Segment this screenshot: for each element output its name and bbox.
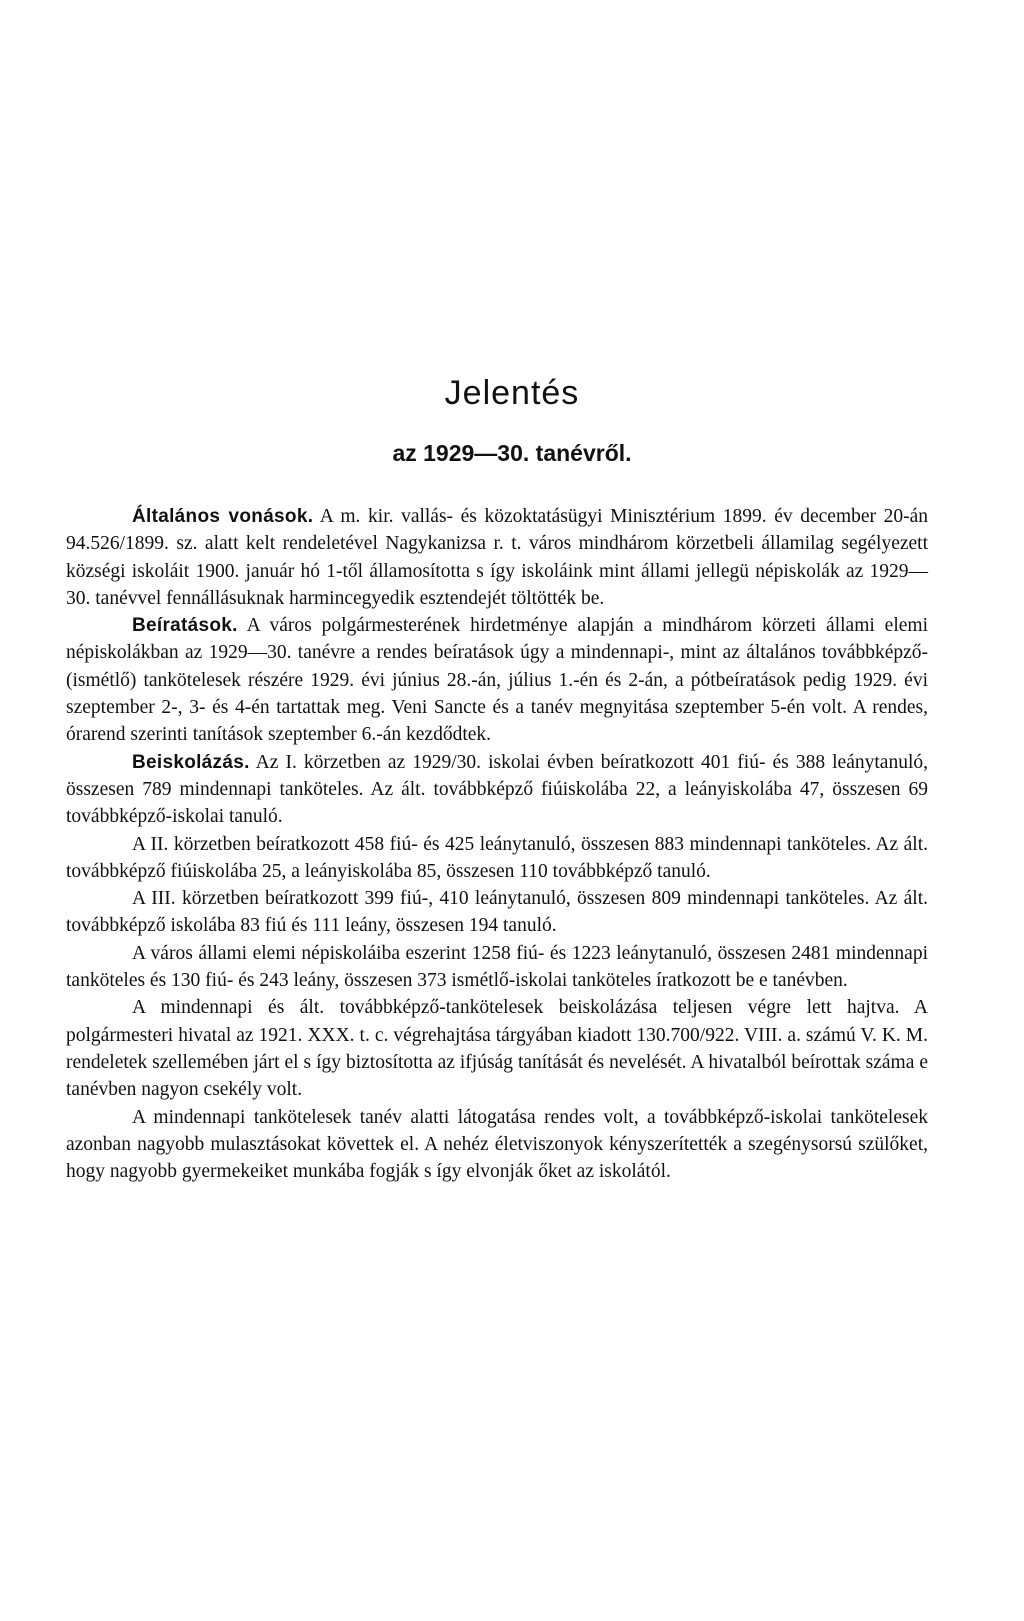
section-heading-enrollment: Beíratások. [132, 615, 238, 637]
paragraph-attendance: A mindennapi tankötelesek tanév alatti látogatása rendes volt, a továbbképző-iskolai tankötelesek azonban nagyobb mulasztásokat követtek el. A nehéz életviszonyok kényszerítették a szegénysorsú szülőket, hogy nagyobb gyermekeiket munkába fogják s így elvonják őket az iskolától. [66, 1106, 928, 1183]
section-schooling [66, 749, 928, 831]
section-heading-general: Általános vonások. [132, 506, 314, 527]
section-text-enrollment: A város polgármesterének hirdetménye alapján a mindhárom körzeti állami elemi népiskolákban az 1929—30. tanévre a rendes beíratások úgy a mindennapi-, mint az általános továbbképző-(ismétlő) tankötelesek részére 1929. évi június 28.-án, július 1.-én és 2-án, a pótbeíratások pedig 1929. évi szeptember 2-, 3- és 4-én tartattak meg. Veni Sancte és a tanév megnyitása szeptember 5-én volt. A rendes, órarend szerinti tanítások szeptember 6.-án kezdődtek. [66, 615, 928, 746]
paragraph-district-2: A II. körzetben beíratkozott 458 fiú- és 425 leánytanuló, összesen 883 mindennapi tanköteles. Az ált. továbbképző fiúiskolába 25, a leányiskolába 85, összesen 110 továbbképző tanuló. [66, 833, 928, 882]
section-text-general: A m. kir. vallás- és közoktatásügyi Minisztérium 1899. év december 20-án 94.526/1899. sz. alatt kelt rendeletével Nagykanizsa r. t. város mindhárom körzetbeli államilag segélyezett községi iskoláit 1900. január hó 1-től államosította s így iskoláink mint állami jellegü népiskolák az 1929—30. tanévvel fennállásuknak harmincegyedik esztendejét töltötték be. [66, 506, 928, 609]
paragraph-city-totals: A város állami elemi népiskoláiba eszerint 1258 fiú- és 1223 leánytanuló, összesen 2481 mindennapi tanköteles és 130 fiú- és 243 leány, összesen 373 ismétlő-iskolai tanköteles íratkozott be e tanévben. [66, 942, 928, 992]
section-general [66, 503, 928, 612]
section-heading-schooling: Beiskolázás. [132, 751, 250, 773]
page-subtitle: az 1929—30. tanévről. [392, 440, 632, 466]
paragraph-district-3: A III. körzetben beíratkozott 399 fiú-, 410 leánytanuló, összesen 809 mindennapi tanköteles. Az ált. továbbképző iskolába 83 fiú és 111 leány, összesen 194 tanuló. [66, 888, 928, 937]
report-body [66, 503, 928, 1185]
paragraph-enforcement: A mindennapi és ált. továbbképző-tankötelesek beiskolázása teljesen végre lett hajtva. A polgármesteri hivatal az 1921. XXX. t. c. végrehajtása tárgyában kiadott 130.700/922. VIII. a. számú V. K. M. rendeletek szellemében járt el s így biztosította az ifjúság tanítását és nevelését. A hivatalból beírottak száma e tanévben nagyon csekély volt. [66, 997, 928, 1101]
section-enrollment [66, 612, 928, 748]
section-text-schooling: Az I. körzetben az 1929/30. iskolai évben beíratkozott 401 fiú- és 388 leánytanuló, összesen 789 mindennapi tanköteles. Az ált. továbbképző fiúiskolába 22, a leányiskolába 47, összesen 69 továbbképző-iskolai tanuló. [66, 751, 928, 828]
page-title: Jelentés [444, 374, 580, 412]
